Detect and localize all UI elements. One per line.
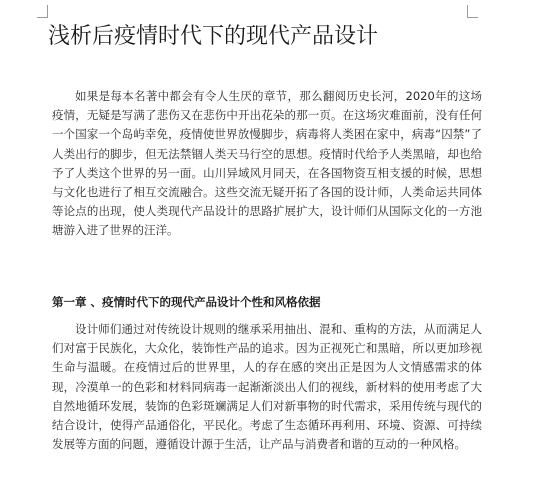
section-heading: 第一章 、疫情时代下的现代产品设计个性和风格依据 (52, 295, 321, 309)
margin-mark-top-left (37, 5, 48, 18)
intro-paragraph: 如果是每本名著中都会有令人生厌的章节，那么翻阅历史长河，2020年的这场疫情，无疑是写满了悲伤又在悲伤中开出花朵的那一页。在这场灾难面前，没有任何一个国家一个岛屿幸免，疫情使世界放慢脚步，病毒将人类困在家中，病毒“囚禁”了人类出行的脚步，但无法禁锢人类天马行空的思想。疫情时代给予人类黑暗，却也给予了人类这个世界的另一面。山川异域风月同天，在各国物资互相支援的时候，思想与文化也进行了相互交流融合。这些交流无疑开拓了各国的设计师，人类命运共同体等论点的出现，使人类现代产品设计的思路扩展扩大，设计师们从国际文化的一方池塘游入进了世界的汪洋。 (52, 89, 482, 238)
document-title: 浅析后疫情时代下的现代产品设计 (48, 24, 379, 49)
section-paragraph: 设计师们通过对传统设计规则的继承采用抽出、混和、重构的方法，从而满足人们对富于民族化，大众化，装饰性产品的追求。因为正视死亡和黑暗，所以更加珍视生命与温暖。在疫情过后的世界里，人的存在感的突出正是因为人文情感需求的体现，冷漠单一的色彩和材料同病毒一起渐渐淡出人们的视线，新材料的使用考虑了大自然地循环发展，装饰的色彩斑斓满足人们对新事物的时代需求，采用传统与现代的结合设计，使得产品通俗化，平民化。考虑了生态循环再利用、环境、资源、可持续发展等方面的问题，遵循设计源于生活，让产品与消费者和谐的互动的一种风格。 (52, 322, 482, 452)
margin-mark-top-right (467, 5, 478, 18)
